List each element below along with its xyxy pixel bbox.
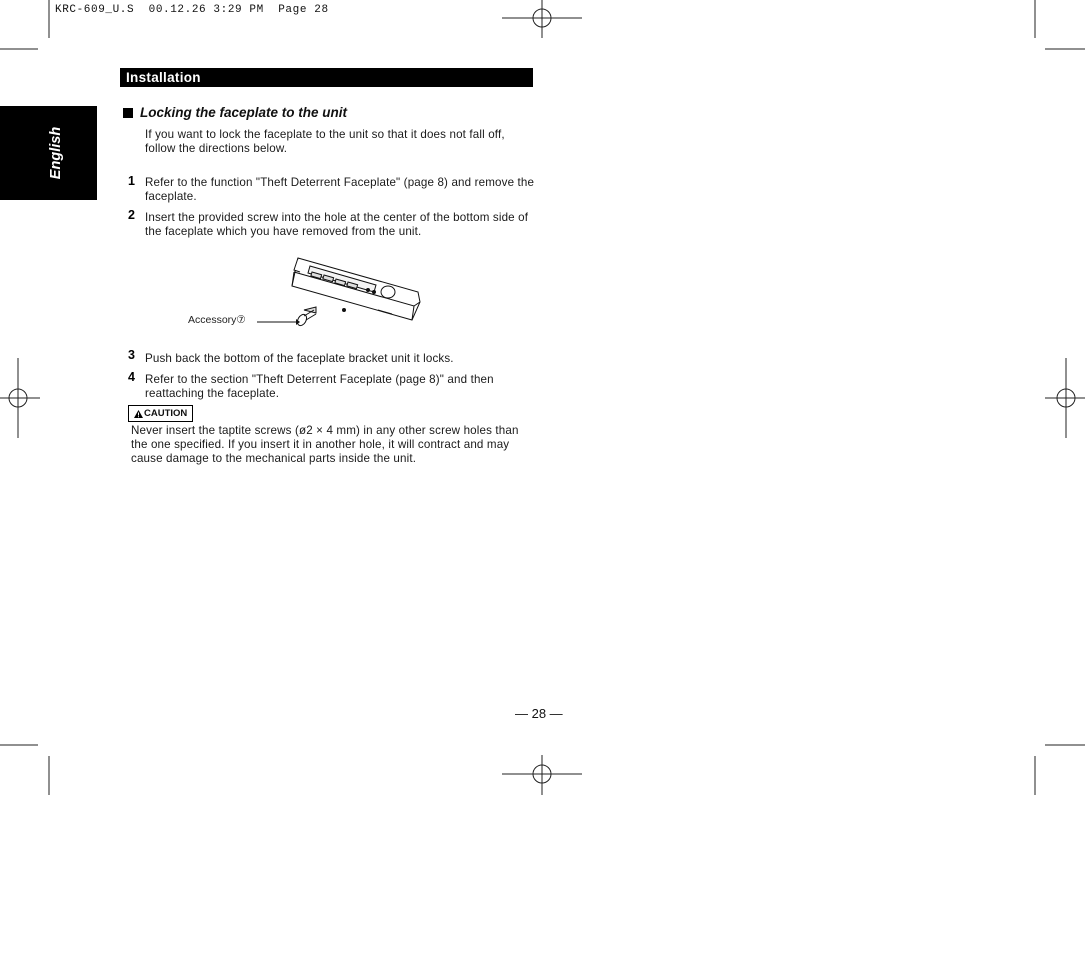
bullet-square-icon — [123, 108, 133, 118]
step-text: Refer to the function "Theft Deterrent Faceplate" (page 8) and remove the faceplate. — [145, 176, 535, 203]
warning-triangle-icon — [134, 410, 143, 418]
step-number: 2 — [128, 208, 135, 222]
language-tab-label: English — [48, 126, 64, 180]
step-text: Refer to the section "Theft Deterrent Faceplate (page 8)" and then reattaching the faceplate. — [145, 373, 494, 400]
intro-paragraph: If you want to lock the faceplate to the unit so that it does not fall off, follow the directions below. — [145, 128, 505, 155]
step-number: 1 — [128, 174, 135, 188]
caution-text: Never insert the taptite screws (ø2 × 4 mm) in any other screw holes than the one specified. If you insert it in another hole, it will contract and may cause damage to the mechanical parts inside the unit. — [131, 424, 519, 465]
accessory-label: Accessory⑦ — [188, 314, 246, 326]
print-header: KRC-609_U.S 00.12.26 3:29 PM Page 28 — [55, 4, 329, 16]
step-text: Push back the bottom of the faceplate bracket unit it locks. — [145, 352, 454, 365]
subsection-heading-text: Locking the faceplate to the unit — [140, 105, 348, 120]
step-number: 4 — [128, 370, 135, 384]
caution-badge — [128, 405, 193, 422]
step-number: 3 — [128, 348, 135, 362]
language-tab — [0, 106, 97, 200]
step-text: Insert the provided screw into the hole at the center of the bottom side of the faceplate which you have removed from the unit. — [145, 211, 529, 238]
page-number: — 28 — — [515, 706, 563, 721]
section-title: Installation — [120, 68, 533, 87]
caution-label: CAUTION — [144, 408, 188, 419]
subsection-heading — [123, 105, 347, 120]
